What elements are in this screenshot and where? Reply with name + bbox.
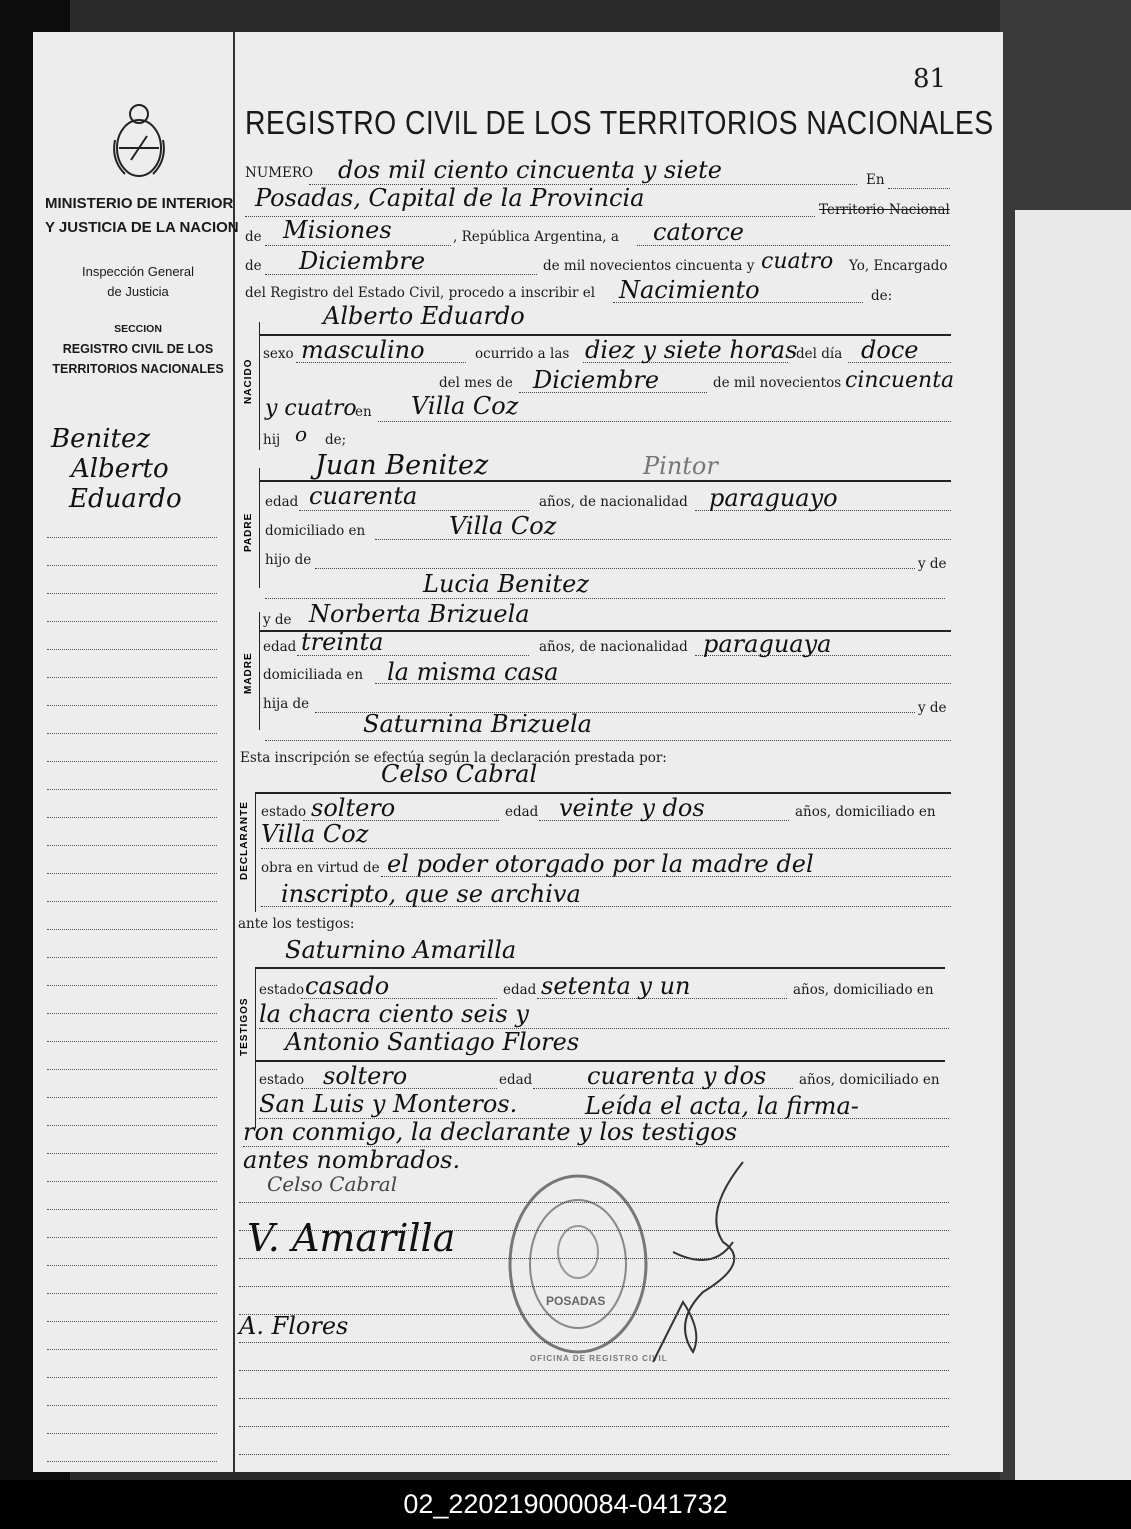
- decl-obra-a: el poder otorgado por la madre del: [387, 850, 814, 878]
- margin-ruled-line: [47, 957, 217, 958]
- t2-estado: soltero: [323, 1062, 408, 1090]
- mes-value: Diciembre: [299, 247, 426, 275]
- hijo-label: hij: [263, 432, 281, 448]
- main-ruled-line: [239, 1454, 949, 1455]
- hijode-label-padre: hijo de: [265, 552, 312, 568]
- milnov-label: de mil novecientos: [713, 375, 842, 391]
- seccion-line-3: TERRITORIOS NACIONALES: [52, 362, 224, 376]
- hora-value: diez y siete horas: [585, 336, 798, 364]
- ministry-line-2: Y JUSTICIA DE LA NACION: [45, 219, 239, 236]
- madre-dom: la misma casa: [387, 658, 559, 686]
- margin-ruled-line: [47, 1181, 217, 1182]
- side-label-declarante: DECLARANTE: [239, 801, 250, 880]
- side-label-padre: PADRE: [243, 512, 254, 552]
- seccion-line-1: SECCION: [114, 323, 162, 335]
- page-number: 81: [913, 64, 947, 94]
- decl-edad: veinte y dos: [559, 794, 705, 822]
- firma-testigo-2: A. Flores: [239, 1312, 349, 1340]
- dia-value: catorce: [653, 218, 744, 246]
- registro-label: del Registro del Estado Civil, procedo a inscribir el: [245, 285, 596, 301]
- adjacent-page: [1015, 210, 1131, 1480]
- main-ruled-line: [239, 1426, 949, 1427]
- main-ruled-line: [239, 1398, 949, 1399]
- t2-nombre: Antonio Santiago Flores: [285, 1028, 580, 1056]
- margin-ruled-line: [47, 1265, 217, 1266]
- nac-label-padre: años, de nacionalidad: [539, 494, 688, 510]
- declarante-nombre: Celso Cabral: [381, 760, 538, 788]
- t1-estado: casado: [305, 972, 390, 1000]
- seal-ring-text: OFICINA DE REGISTRO CIVIL: [530, 1354, 668, 1363]
- de-label-2: de: [245, 258, 262, 274]
- madre-nombre: Norberta Brizuela: [309, 600, 530, 628]
- main-ruled-line: [239, 1202, 949, 1203]
- margin-ruled-line: [47, 985, 217, 986]
- numero-label: NUMERO: [245, 165, 314, 181]
- hijo-o-value: o: [295, 422, 308, 446]
- inscripcion-label: Esta inscripción se efectúa según la declaración prestada por:: [240, 750, 667, 766]
- edad-label-decl: edad: [505, 804, 539, 820]
- sexo-label: sexo: [263, 346, 294, 362]
- margin-ruled-line: [47, 817, 217, 818]
- seal-text: POSADAS: [546, 1294, 606, 1308]
- provincia-value: Misiones: [283, 216, 392, 244]
- mes-nac-value: Diciembre: [533, 366, 660, 394]
- anios-dom-label-t1: años, domiciliado en: [793, 982, 934, 998]
- margin-ruled-line: [47, 733, 217, 734]
- yde-label-madre: y de: [918, 700, 947, 716]
- main-ruled-line: [239, 1342, 949, 1343]
- yde2-label: y de: [263, 612, 292, 628]
- margin-ruled-line: [47, 1041, 217, 1042]
- obra-label: obra en virtud de: [261, 860, 380, 876]
- cierre-a: Leída el acta, la firma-: [585, 1092, 859, 1120]
- margin-ruled-line: [47, 1237, 217, 1238]
- side-label-madre: MADRE: [243, 652, 254, 694]
- delmes-label: del mes de: [439, 375, 513, 391]
- inspeccion-line-2: de Justicia: [107, 284, 169, 299]
- decl-dom: Villa Coz: [261, 820, 369, 848]
- main-ruled-line: [239, 1258, 949, 1259]
- t2-dom: San Luis y Monteros.: [259, 1090, 518, 1118]
- decl-obra-b: inscripto, que se archiva: [281, 880, 581, 908]
- padre-dom: Villa Coz: [449, 512, 557, 540]
- anios-dom-label-decl: años, domiciliado en: [795, 804, 936, 820]
- nac-label-madre: años, de nacionalidad: [539, 639, 688, 655]
- margin-note-line-3: Eduardo: [69, 484, 182, 514]
- seccion-line-2: REGISTRO CIVIL DE LOS: [62, 342, 214, 356]
- register-page: [33, 32, 1003, 1472]
- side-label-testigos: TESTIGOS: [239, 997, 250, 1056]
- dia-nac-value: doce: [861, 336, 919, 364]
- ocurrido-label: ocurrido a las: [475, 346, 570, 362]
- sexo-value: masculino: [301, 336, 425, 364]
- margin-note-line-2: Alberto: [71, 454, 169, 484]
- acto-value: Nacimiento: [619, 276, 760, 304]
- margin-column: [33, 32, 239, 1472]
- firma-testigo-1: V. Amarilla: [247, 1216, 456, 1260]
- dom-label-padre: domiciliado en: [265, 523, 366, 539]
- main-ruled-line: [239, 1370, 949, 1371]
- margin-ruled-line: [47, 1125, 217, 1126]
- deldia-label: del día: [796, 346, 843, 362]
- lugar-nac-value: Villa Coz: [411, 392, 519, 420]
- estado-label-t1: estado: [259, 982, 305, 998]
- margin-note-line-1: Benitez: [51, 424, 151, 454]
- hijo-de-label: de;: [325, 432, 347, 448]
- margin-ruled-line: [47, 565, 217, 566]
- margin-ruled-line: [47, 1209, 217, 1210]
- margin-ruled-line: [47, 1461, 217, 1462]
- t1-dom: la chacra ciento seis y: [259, 1000, 529, 1028]
- margin-ruled-line: [47, 621, 217, 622]
- main-ruled-line: [239, 1314, 949, 1315]
- margin-ruled-line: [47, 1293, 217, 1294]
- decl-estado: soltero: [311, 794, 396, 822]
- margin-ruled-line: [47, 789, 217, 790]
- padre-nombre: Juan Benitez: [315, 450, 489, 481]
- madre-nac: paraguaya: [703, 630, 832, 658]
- t2-edad: cuarenta y dos: [587, 1062, 767, 1090]
- margin-ruled-line: [47, 929, 217, 930]
- dom-label-madre: domiciliada en: [263, 667, 364, 683]
- padre-edad: cuarenta: [309, 482, 418, 510]
- abuela-materna: Saturnina Brizuela: [363, 710, 592, 738]
- madre-edad: treinta: [301, 628, 384, 656]
- inspeccion-line-1: Inspección General: [81, 264, 194, 279]
- margin-ruled-line: [47, 901, 217, 902]
- cierre-c: antes nombrados.: [243, 1146, 461, 1174]
- yde-label-padre: y de: [918, 556, 947, 572]
- cierre-b: ron conmigo, la declarante y los testigos: [243, 1118, 738, 1146]
- republica-label: , República Argentina, a: [453, 229, 619, 245]
- margin-ruled-line: [47, 1013, 217, 1014]
- margin-ruled-line: [47, 1097, 217, 1098]
- margin-ruled-line: [47, 705, 217, 706]
- margin-ruled-line: [47, 649, 217, 650]
- margin-ruled-line: [47, 593, 217, 594]
- page-title: REGISTRO CIVIL DE LOS TERRITORIOS NACIONALES: [245, 104, 994, 141]
- main-ruled-line: [239, 1230, 949, 1231]
- edad-label-padre: edad: [265, 494, 299, 510]
- margin-ruled-line: [47, 761, 217, 762]
- main-ruled-line: [239, 1286, 949, 1287]
- side-label-nacido: NACIDO: [243, 358, 254, 404]
- encargado-label: Yo, Encargado: [849, 258, 948, 274]
- t1-nombre: Saturnino Amarilla: [285, 936, 517, 964]
- t1-edad: setenta y un: [541, 972, 691, 1000]
- margin-ruled-line: [47, 873, 217, 874]
- estado-label-decl: estado: [261, 804, 307, 820]
- margin-ruled-line: [47, 845, 217, 846]
- margin-ruled-line: [47, 1153, 217, 1154]
- numero-value: dos mil ciento cincuenta y siete: [338, 156, 722, 184]
- margin-ruled-line: [47, 1405, 217, 1406]
- en-label: En: [866, 172, 885, 188]
- margin-ruled-line: [47, 1321, 217, 1322]
- margin-ruled-line: [47, 1349, 217, 1350]
- edad-label-t2: edad: [499, 1072, 533, 1088]
- en-label-2: en: [355, 404, 372, 420]
- margin-ruled-line: [47, 1069, 217, 1070]
- anio-value: cuatro: [761, 249, 834, 274]
- anios-dom-label-t2: años, domiciliado en: [799, 1072, 940, 1088]
- testigos-label: ante los testigos:: [238, 916, 355, 932]
- edad-label-madre: edad: [263, 639, 297, 655]
- coat-of-arms-icon: [111, 100, 167, 180]
- official-signature: [613, 1152, 763, 1372]
- lugar-value: Posadas, Capital de la Provincia: [255, 184, 645, 212]
- anio-nac-b: y cuatro: [265, 396, 357, 421]
- padre-extra: Pintor: [643, 452, 718, 480]
- estado-label-t2: estado: [259, 1072, 305, 1088]
- anio-label: de mil novecientos cincuenta y: [543, 258, 755, 274]
- edad-label-t1: edad: [503, 982, 537, 998]
- margin-ruled-line: [47, 1433, 217, 1434]
- territorio-label: Territorio Nacional: [819, 202, 950, 218]
- firma-declarante: Celso Cabral: [267, 1172, 398, 1196]
- image-id-footer: 02_220219000084-041732: [0, 1480, 1131, 1529]
- ministry-line-1: MINISTERIO DE INTERIOR: [45, 195, 234, 212]
- padre-nac: paraguayo: [709, 484, 838, 512]
- margin-ruled-line: [47, 537, 217, 538]
- anio-nac-a: cincuenta: [845, 368, 955, 393]
- de-colon-label: de:: [871, 288, 893, 304]
- de-label: de: [245, 229, 262, 245]
- hijade-label-madre: hija de: [263, 696, 310, 712]
- abuela-paterna: Lucia Benitez: [423, 570, 589, 598]
- margin-ruled-line: [47, 1377, 217, 1378]
- nombre-value: Alberto Eduardo: [323, 302, 525, 330]
- margin-ruled-line: [47, 677, 217, 678]
